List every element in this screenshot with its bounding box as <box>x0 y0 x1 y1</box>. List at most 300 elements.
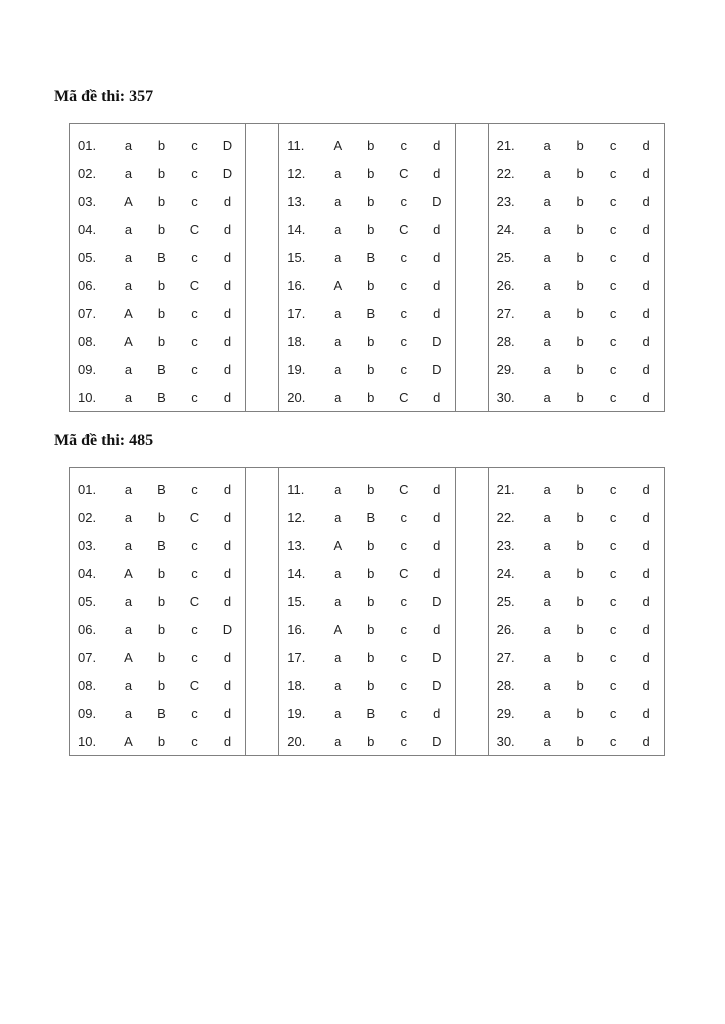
answer-option: a <box>334 165 342 181</box>
answer-option: a <box>334 193 342 209</box>
answer-option: a <box>334 705 342 721</box>
answer-option: c <box>191 361 198 377</box>
answer-row <box>70 271 245 299</box>
answer-option: a <box>543 361 551 377</box>
answer-option: b <box>367 361 375 377</box>
question-number: 08. <box>78 677 97 693</box>
question-number: 25. <box>496 249 515 265</box>
question-number: 11. <box>287 481 305 497</box>
answer-row <box>489 503 664 531</box>
answer-option: a <box>334 733 342 749</box>
question-number: 07. <box>78 649 97 665</box>
answer-option: A <box>333 537 343 553</box>
answer-option: d <box>223 705 232 721</box>
answer-option: d <box>223 677 232 693</box>
answer-option: D <box>432 333 442 349</box>
answer-option: a <box>124 677 133 693</box>
answer-option: b <box>367 193 375 209</box>
column-separator <box>455 124 489 411</box>
question-number: 07. <box>78 305 97 321</box>
answer-option: c <box>609 705 617 721</box>
answer-option: b <box>157 649 166 665</box>
answer-row <box>70 327 245 355</box>
answer-option: c <box>609 333 617 349</box>
question-number: 21. <box>496 481 515 497</box>
answer-option: d <box>223 221 232 237</box>
answer-option: a <box>543 733 551 749</box>
answer-option: c <box>400 333 408 349</box>
answer-option: d <box>642 649 650 665</box>
answer-option: c <box>609 193 617 209</box>
answer-option: B <box>366 305 376 321</box>
answer-option: b <box>576 305 584 321</box>
answer-row <box>279 643 454 671</box>
answer-option: b <box>157 305 166 321</box>
answer-option: b <box>157 165 166 181</box>
answer-option: d <box>433 249 441 265</box>
question-number: 27. <box>496 649 515 665</box>
answer-row <box>279 587 454 615</box>
answer-option: a <box>334 649 342 665</box>
answer-option: d <box>642 221 650 237</box>
answer-option: a <box>334 221 342 237</box>
answer-option: b <box>367 677 375 693</box>
question-number: 13. <box>287 537 306 553</box>
answer-option: b <box>367 277 375 293</box>
answer-row <box>279 475 454 503</box>
question-number: 06. <box>78 621 97 637</box>
answer-column <box>279 468 454 755</box>
answer-option: d <box>223 593 232 609</box>
answer-option: d <box>433 137 441 153</box>
answer-row <box>279 727 454 755</box>
answer-option: b <box>157 137 166 153</box>
question-number: 26. <box>496 277 515 293</box>
answer-option: C <box>189 677 200 693</box>
question-number: 19. <box>287 705 306 721</box>
question-number: 09. <box>78 705 97 721</box>
answer-row <box>279 531 454 559</box>
answer-option: a <box>543 677 551 693</box>
answer-option: b <box>367 333 375 349</box>
answer-option: d <box>642 193 650 209</box>
answer-option: c <box>191 649 198 665</box>
question-number: 04. <box>78 221 97 237</box>
answer-row <box>279 503 454 531</box>
answer-option: c <box>400 677 408 693</box>
answer-option: b <box>576 193 584 209</box>
question-number: 01. <box>78 481 97 497</box>
question-number: 02. <box>78 509 97 525</box>
answer-row <box>70 643 245 671</box>
answer-option: c <box>609 389 617 405</box>
answer-option: a <box>334 249 342 265</box>
answer-option: c <box>609 277 617 293</box>
answer-option: b <box>576 677 584 693</box>
answer-option: C <box>189 221 200 237</box>
question-number: 02. <box>78 165 97 181</box>
answer-option: d <box>223 305 232 321</box>
question-number: 19. <box>287 361 306 377</box>
answer-option: b <box>367 593 375 609</box>
answer-option: b <box>576 277 584 293</box>
answer-option: A <box>333 621 343 637</box>
answer-option: d <box>642 733 650 749</box>
answer-option: a <box>543 537 551 553</box>
answer-option: c <box>609 137 617 153</box>
answer-option: D <box>432 193 442 209</box>
answer-row <box>70 159 245 187</box>
answer-option: a <box>334 361 342 377</box>
answer-option: C <box>399 481 409 497</box>
answer-option: a <box>124 537 133 553</box>
answer-option: c <box>191 333 198 349</box>
answer-option: b <box>576 165 584 181</box>
answer-option: b <box>157 565 166 581</box>
answer-option: d <box>433 221 441 237</box>
question-number: 16. <box>287 621 306 637</box>
answer-option: D <box>432 361 442 377</box>
answer-option: c <box>609 733 617 749</box>
answer-option: A <box>124 193 133 209</box>
answer-option: C <box>189 593 200 609</box>
answer-row <box>279 159 454 187</box>
answer-row <box>489 243 664 271</box>
answer-option: D <box>222 621 233 637</box>
question-number: 03. <box>78 537 97 553</box>
answer-option: b <box>157 509 166 525</box>
answer-row <box>70 215 245 243</box>
answer-option: d <box>223 193 232 209</box>
question-number: 17. <box>287 649 306 665</box>
answer-option: C <box>399 389 409 405</box>
answer-row <box>279 271 454 299</box>
answer-option: A <box>333 137 343 153</box>
question-number: 30. <box>496 733 515 749</box>
answer-option: d <box>642 565 650 581</box>
answer-column <box>489 468 664 755</box>
question-number: 01. <box>78 137 97 153</box>
answer-row <box>70 243 245 271</box>
answer-option: c <box>400 305 408 321</box>
answer-option: d <box>642 705 650 721</box>
answer-option: D <box>222 165 233 181</box>
answer-row <box>489 615 664 643</box>
answer-row <box>489 159 664 187</box>
answer-option: a <box>543 621 551 637</box>
answer-option: a <box>124 389 133 405</box>
answer-option: b <box>576 733 584 749</box>
question-number: 16. <box>287 277 306 293</box>
question-number: 10. <box>78 733 97 749</box>
answer-option: b <box>157 677 166 693</box>
answer-option: c <box>400 705 408 721</box>
column-separator <box>245 468 279 755</box>
answer-row <box>489 643 664 671</box>
answer-option: c <box>400 249 408 265</box>
answer-option: d <box>433 565 441 581</box>
question-number: 17. <box>287 305 306 321</box>
question-number: 20. <box>287 389 306 405</box>
answer-row <box>489 727 664 755</box>
answer-option: D <box>432 649 442 665</box>
answer-option: c <box>191 305 198 321</box>
answer-option: B <box>157 249 166 265</box>
answer-option: c <box>191 249 198 265</box>
answer-row <box>70 699 245 727</box>
answer-option: c <box>609 221 617 237</box>
answer-row <box>70 503 245 531</box>
answer-option: d <box>642 593 650 609</box>
answer-row <box>279 699 454 727</box>
answer-row <box>489 271 664 299</box>
answer-row <box>70 587 245 615</box>
question-number: 05. <box>78 249 97 265</box>
answer-option: A <box>124 565 133 581</box>
answer-option: b <box>576 537 584 553</box>
answer-option: D <box>432 677 442 693</box>
answer-option: c <box>191 621 198 637</box>
question-number: 24. <box>496 221 515 237</box>
answer-option: c <box>191 165 198 181</box>
answer-option: d <box>433 389 441 405</box>
answer-option: c <box>609 249 617 265</box>
question-number: 22. <box>496 165 515 181</box>
answer-option: b <box>367 481 375 497</box>
answer-option: d <box>223 649 232 665</box>
exam-title-485: Mã đề thi: 485 <box>54 432 154 449</box>
answer-option: d <box>642 621 650 637</box>
answer-option: c <box>400 537 408 553</box>
answer-option: c <box>609 305 617 321</box>
answer-row <box>489 215 664 243</box>
answer-row <box>70 531 245 559</box>
answer-option: a <box>124 361 133 377</box>
answer-column <box>70 468 245 755</box>
question-number: 13. <box>287 193 306 209</box>
answer-option: a <box>543 137 551 153</box>
answer-column <box>70 124 245 411</box>
answer-option: b <box>367 649 375 665</box>
answer-row <box>279 299 454 327</box>
question-number: 15. <box>287 593 306 609</box>
answer-row <box>70 727 245 755</box>
answer-option: d <box>223 333 232 349</box>
answer-option: A <box>124 649 133 665</box>
question-number: 29. <box>496 361 515 377</box>
answer-row <box>279 615 454 643</box>
answer-option: c <box>400 593 408 609</box>
answer-option: a <box>124 593 133 609</box>
question-number: 15. <box>287 249 306 265</box>
question-number: 21. <box>496 137 515 153</box>
answer-option: d <box>433 705 441 721</box>
answer-option: b <box>157 733 166 749</box>
answer-option: d <box>223 361 232 377</box>
answer-option: a <box>543 249 551 265</box>
answer-option: b <box>576 389 584 405</box>
answer-option: b <box>367 165 375 181</box>
question-number: 30. <box>496 389 515 405</box>
answer-option: d <box>223 509 232 525</box>
answer-row <box>279 671 454 699</box>
answer-option: c <box>191 733 198 749</box>
answer-option: b <box>576 481 584 497</box>
answer-option: c <box>609 509 617 525</box>
question-number: 18. <box>287 677 306 693</box>
answer-option: d <box>642 249 650 265</box>
answer-row <box>489 187 664 215</box>
answer-option: c <box>609 649 617 665</box>
answer-option: c <box>400 509 408 525</box>
answer-option: d <box>642 165 650 181</box>
answer-option: c <box>191 705 198 721</box>
answer-row <box>489 383 664 411</box>
answer-row <box>70 383 245 411</box>
answer-option: d <box>642 333 650 349</box>
answer-option: b <box>157 621 166 637</box>
answer-option: d <box>433 165 441 181</box>
answer-option: c <box>191 537 198 553</box>
answer-option: c <box>609 677 617 693</box>
answer-option: c <box>400 621 408 637</box>
answer-option: a <box>124 621 133 637</box>
question-number: 14. <box>287 565 306 581</box>
question-number: 06. <box>78 277 97 293</box>
answer-option: d <box>642 305 650 321</box>
answer-option: b <box>157 221 166 237</box>
question-number: 18. <box>287 333 306 349</box>
answer-option: d <box>642 361 650 377</box>
answer-option: c <box>609 481 617 497</box>
answer-option: c <box>191 565 198 581</box>
answer-option: b <box>367 733 375 749</box>
question-number: 23. <box>496 193 515 209</box>
answer-option: c <box>400 733 408 749</box>
answer-option: d <box>433 509 441 525</box>
answer-option: a <box>543 481 551 497</box>
question-number: 28. <box>496 677 515 693</box>
answer-option: A <box>124 733 133 749</box>
answer-option: b <box>367 537 375 553</box>
answer-option: b <box>576 221 584 237</box>
answer-option: d <box>223 733 232 749</box>
question-number: 23. <box>496 537 515 553</box>
answer-option: c <box>609 361 617 377</box>
answer-option: c <box>609 621 617 637</box>
answer-row <box>489 699 664 727</box>
answer-option: B <box>157 389 166 405</box>
answer-option: a <box>543 649 551 665</box>
answer-row <box>279 327 454 355</box>
answer-option: C <box>399 565 409 581</box>
answer-option: b <box>367 389 375 405</box>
answer-row <box>70 187 245 215</box>
column-separator <box>455 468 489 755</box>
answer-option: a <box>334 565 342 581</box>
question-number: 14. <box>287 221 306 237</box>
answer-row <box>70 475 245 503</box>
answer-option: c <box>609 593 617 609</box>
answer-option: b <box>157 593 166 609</box>
answer-option: a <box>543 389 551 405</box>
answer-option: B <box>366 705 376 721</box>
answer-option: d <box>642 277 650 293</box>
answer-option: c <box>400 137 408 153</box>
answer-column <box>489 124 664 411</box>
answer-option: b <box>576 249 584 265</box>
answer-option: a <box>543 193 551 209</box>
question-number: 24. <box>496 565 515 581</box>
answer-row <box>279 243 454 271</box>
answer-option: a <box>334 677 342 693</box>
answer-option: D <box>222 137 233 153</box>
answer-option: b <box>367 565 375 581</box>
answer-option: b <box>576 705 584 721</box>
answer-option: a <box>543 705 551 721</box>
question-number: 04. <box>78 565 97 581</box>
question-number: 27. <box>496 305 515 321</box>
question-number: 08. <box>78 333 97 349</box>
answer-option: b <box>367 221 375 237</box>
answer-option: c <box>609 565 617 581</box>
answer-option: a <box>334 481 342 497</box>
answer-option: d <box>223 277 232 293</box>
answer-option: B <box>157 361 166 377</box>
answer-row <box>489 327 664 355</box>
answer-row <box>70 559 245 587</box>
answer-row <box>489 531 664 559</box>
answer-row <box>279 187 454 215</box>
answer-option: c <box>400 361 408 377</box>
answer-option: b <box>576 621 584 637</box>
answer-option: d <box>433 537 441 553</box>
answer-option: a <box>334 389 342 405</box>
answer-row <box>70 131 245 159</box>
answer-option: a <box>543 221 551 237</box>
answer-option: b <box>576 565 584 581</box>
answer-option: d <box>223 249 232 265</box>
answer-option: B <box>157 481 166 497</box>
answer-option: C <box>399 165 409 181</box>
answer-option: d <box>433 621 441 637</box>
answer-option: b <box>576 649 584 665</box>
answer-option: B <box>157 705 166 721</box>
exam-title-357: Mã đề thi: 357 <box>54 88 154 105</box>
question-number: 20. <box>287 733 306 749</box>
answer-option: c <box>191 137 198 153</box>
answer-row <box>489 355 664 383</box>
answer-table-485 <box>69 467 665 756</box>
question-number: 12. <box>287 165 306 181</box>
answer-row <box>489 671 664 699</box>
answer-option: b <box>576 333 584 349</box>
answer-option: b <box>576 593 584 609</box>
answer-table-357 <box>69 123 665 412</box>
answer-option: a <box>124 165 133 181</box>
answer-option: a <box>124 249 133 265</box>
question-number: 05. <box>78 593 97 609</box>
answer-option: a <box>334 333 342 349</box>
answer-row <box>489 299 664 327</box>
question-number: 26. <box>496 621 515 637</box>
question-number: 29. <box>496 705 515 721</box>
answer-row <box>279 215 454 243</box>
answer-option: a <box>334 509 342 525</box>
question-number: 25. <box>496 593 515 609</box>
answer-option: a <box>543 277 551 293</box>
question-number: 11. <box>287 137 305 153</box>
